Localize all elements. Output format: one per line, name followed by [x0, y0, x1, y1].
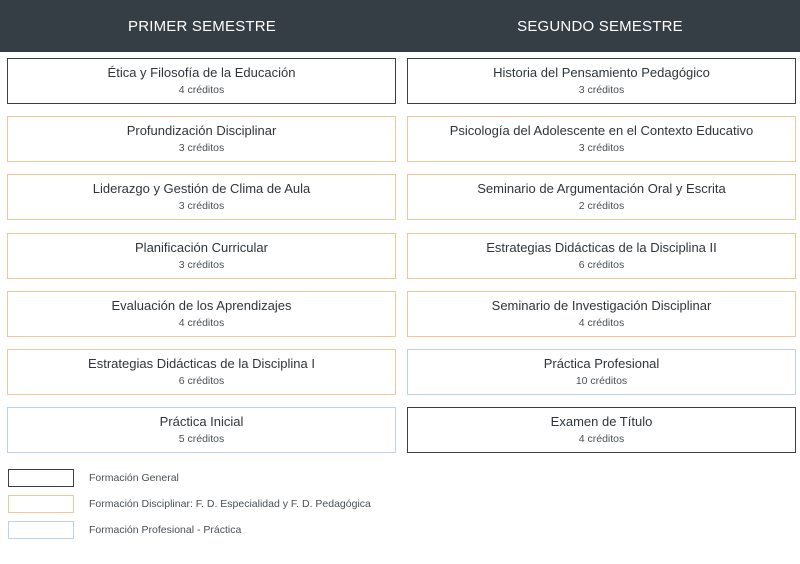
course-card: [7, 291, 396, 337]
first-semester-title: PRIMER SEMESTRE: [127, 17, 277, 35]
course-card: [7, 233, 396, 279]
course-name: Planificación Curricular: [135, 239, 268, 255]
course-credits: 3 créditos: [578, 142, 625, 154]
course-credits: 4 créditos: [178, 84, 225, 96]
course-credits: 10 créditos: [575, 374, 628, 387]
course-name: Profundización Disciplinar: [126, 123, 277, 138]
course-name: Estrategias Didácticas de la Disciplina II: [486, 239, 717, 255]
legend-label: Formación Disciplinar: F. D. Especialidad y F. D. Pedagógica: [89, 498, 371, 510]
course-credits: 3 créditos: [178, 200, 225, 212]
course-name: Psicología del Adolescente en el Contexto Educativo: [449, 123, 754, 138]
legend-label: Formación General: [89, 472, 179, 484]
legend-swatch: [8, 469, 74, 487]
course-credits: 3 créditos: [178, 258, 225, 271]
course-name: Examen de Título: [550, 413, 653, 429]
course-credits: 3 créditos: [178, 142, 225, 154]
second-semester-column: [407, 58, 796, 465]
course-name: Práctica Profesional: [543, 355, 660, 371]
course-card: [407, 291, 796, 337]
course-card: [7, 58, 396, 104]
course-credits: 2 créditos: [578, 200, 625, 212]
course-card: [7, 407, 396, 453]
course-card: [7, 174, 396, 220]
course-credits: 3 créditos: [578, 84, 625, 96]
course-card: [407, 349, 796, 395]
course-name: Evaluación de los Aprendizajes: [111, 297, 292, 313]
semester-header: [0, 0, 800, 52]
legend-swatch: [8, 521, 74, 539]
course-name: Seminario de Investigación Disciplinar: [491, 297, 712, 313]
course-credits: 6 créditos: [178, 374, 225, 387]
course-name: Seminario de Argumentación Oral y Escrita: [477, 181, 726, 196]
course-card: [407, 407, 796, 453]
course-credits: 5 créditos: [178, 432, 225, 445]
course-card: [407, 233, 796, 279]
course-card: [7, 116, 396, 162]
legend: [8, 469, 408, 547]
legend-item-disciplinar: [8, 495, 408, 513]
course-credits: 6 créditos: [578, 258, 625, 271]
legend-swatch: [8, 495, 74, 513]
course-credits: 4 créditos: [178, 316, 225, 329]
course-credits: 4 créditos: [578, 316, 625, 329]
course-name: Práctica Inicial: [159, 413, 244, 429]
course-credits: 4 créditos: [578, 432, 625, 445]
legend-label: Formación Profesional - Práctica: [89, 524, 242, 536]
course-card: [407, 116, 796, 162]
second-semester-title: SEGUNDO SEMESTRE: [517, 17, 683, 35]
course-card: [407, 174, 796, 220]
course-name: Estrategias Didácticas de la Disciplina I: [88, 355, 315, 371]
course-name: Ética y Filosofía de la Educación: [107, 65, 296, 80]
legend-item-general: [8, 469, 408, 487]
course-card: [7, 349, 396, 395]
course-card: [407, 58, 796, 104]
legend-item-profesional: [8, 521, 408, 539]
course-name: Liderazgo y Gestión de Clima de Aula: [92, 181, 311, 196]
first-semester-column: [7, 58, 396, 465]
course-name: Historia del Pensamiento Pedagógico: [493, 65, 710, 80]
